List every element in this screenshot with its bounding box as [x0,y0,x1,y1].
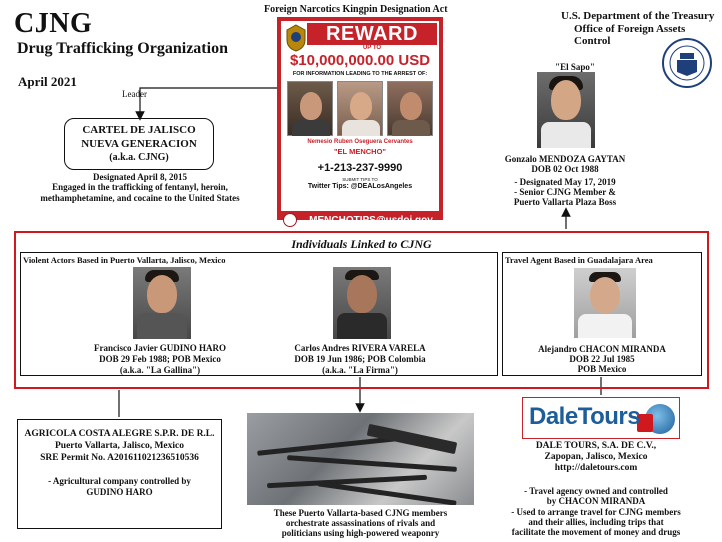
poster-twitter: Twitter Tips: @DEALosAngeles [307,183,413,190]
sapo-alias: "El Sapo" [555,62,595,72]
daletours-logo-text: DaleTours [529,403,641,430]
sapo-dob: DOB 02 Oct 1988 [531,164,599,174]
gudino-dob: DOB 29 Feb 1988; POB Mexico [99,354,221,364]
linked-individuals-title: Individuals Linked to CJNG [291,237,432,251]
sapo-name: Gonzalo MENDOZA GAYTAN [504,154,626,164]
doj-seal-icon [283,213,297,227]
sapo-detail: - Designated May 17, 2019 [514,177,616,187]
agricola-name: AGRICOLA COSTA ALEGRE S.P.R. DE R.L. [24,429,215,439]
weapons-caption: politicians using high-powered weaponry [281,528,440,538]
page-title: CJNG [14,8,93,39]
page-subtitle: Drug Trafficking Organization [17,40,228,57]
daletours-logo [522,397,680,439]
daletours-name: DALE TOURS, S.A. DE C.V., [535,441,657,451]
daletours-description: by CHACON MIRANDA [546,496,646,506]
kingpin-act-label: Foreign Narcotics Kingpin Designation Act [264,4,448,15]
daletours-description: - Travel agency owned and controlled [524,486,668,496]
weapons-caption: orchestrate assassinations of rivals and [285,518,436,528]
gudino-aka: (a.k.a. "La Gallina") [119,365,201,375]
daletours-description: - Used to arrange travel for CJNG members [511,507,681,517]
violent-actors-label: Violent Actors Based in Puerto Vallarta, Jalisco, Mexico [23,255,226,265]
poster-amount: $10,000,000.00 USD [289,52,431,69]
agricola-description: - Agricultural company controlled by [48,476,191,486]
daletours-city: Zapopan, Jalisco, Mexico [544,452,648,462]
poster-reward-title: REWARD [307,23,437,45]
reward-poster [277,17,443,226]
poster-up-to: UP TO [362,45,382,51]
agricola-permit: SRE Permit No. A201611021236510536 [40,453,199,463]
rivera-photo [333,267,391,339]
rivera-name: Carlos Andres RIVERA VARELA [294,343,426,353]
cartel-description: Engaged in the trafficking of fentanyl, heroin, methamphetamine, and cocaine to the United States [40,182,240,203]
agency-line-2: Office of Foreign Assets Control [574,23,686,47]
dea-badge-icon [285,24,307,52]
poster-inner [281,21,439,211]
daletours-url[interactable]: http://daletours.com [554,463,638,473]
poster-phone: +1-213-237-9990 [317,162,403,174]
poster-target-alias: "EL MENCHO" [334,147,386,156]
weapons-photo [247,413,474,505]
chacon-name: Alejandro CHACON MIRANDA [538,344,666,354]
weapons-caption: These Puerto Vallarta-based CJNG members [273,508,448,518]
poster-submit-label: SUBMIT TIPS TO [342,177,378,182]
gudino-name: Francisco Javier GUDINO HARO [93,343,227,353]
cartel-designated: Designated April 8, 2015 [92,172,187,182]
agricola-description: GUDINO HARO [86,487,153,497]
leader-connector [140,88,277,116]
rivera-aka: (a.k.a. "La Firma") [322,365,398,375]
agency-line-1: U.S. Department of the Treasury [561,10,715,22]
poster-email[interactable]: MENCHOTIPS@usdoj.gov [309,215,433,226]
cartel-aka: (a.k.a. CJNG) [109,152,169,163]
poster-photo [387,81,433,136]
gudino-photo [133,267,191,339]
rivera-dob: DOB 19 Jun 1986; POB Colombia [294,354,426,364]
chacon-dob: DOB 22 Jul 1985 [569,354,635,364]
sapo-detail: - Senior CJNG Member & [514,187,616,197]
daletours-description: facilitate the movement of money and drugs [511,527,681,537]
poster-photo [337,81,383,136]
cartel-name-line-1: CARTEL DE JALISCO [82,124,196,136]
sapo-detail: Puerto Vallarta Plaza Boss [513,197,617,207]
treasury-seal-icon [662,38,712,88]
date-label: April 2021 [18,74,77,89]
agricola-location: Puerto Vallarta, Jalisco, Mexico [54,441,184,451]
travel-agent-label: Travel Agent Based in Guadalajara Area [505,255,653,265]
poster-info-text: FOR INFORMATION LEADING TO THE ARREST OF: [292,71,428,77]
poster-target-name: Nemesio Ruben Oseguera Cervantes [307,139,413,145]
cartel-name-line-2: NUEVA GENERACION [81,138,197,150]
leader-label: Leader [122,89,147,99]
chacon-pob: POB Mexico [577,364,627,374]
poster-photo [287,81,333,136]
daletours-description: and their allies, including trips that [528,517,664,527]
chacon-photo [574,268,636,338]
sapo-photo [537,72,595,148]
